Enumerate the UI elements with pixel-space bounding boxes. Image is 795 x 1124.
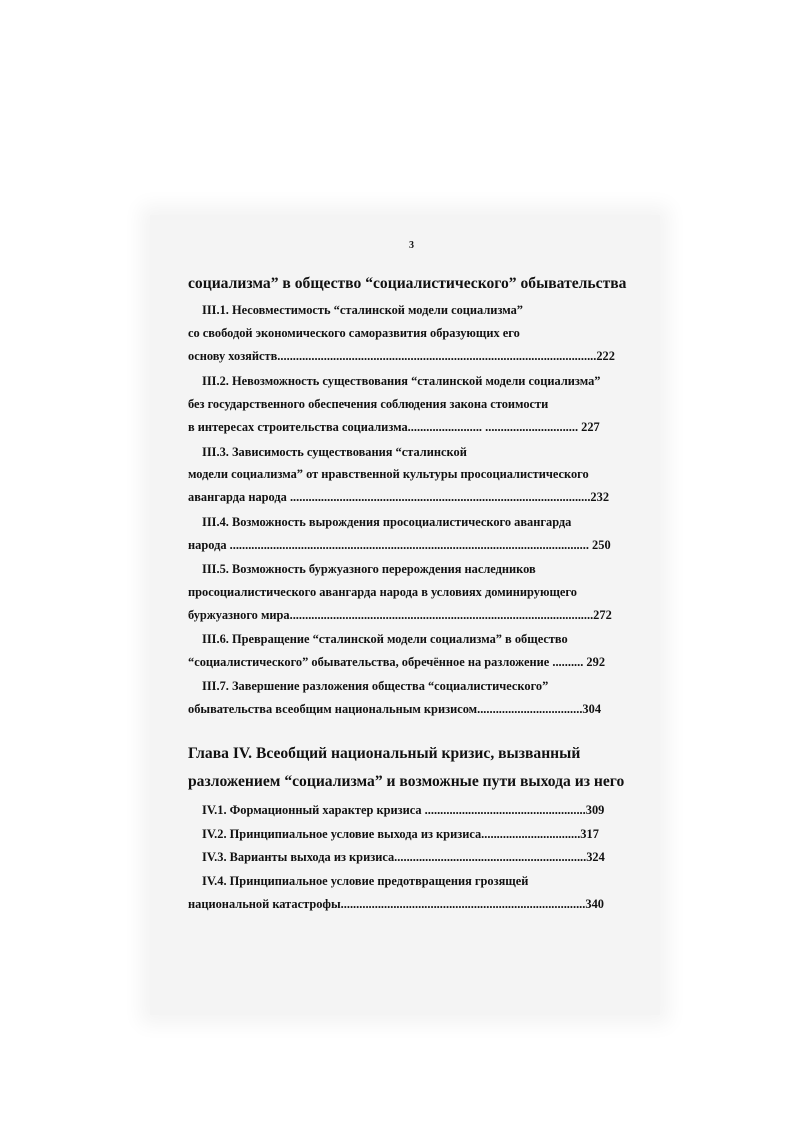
- toc-entry-3-6-title: III.6. Превращение “сталинской модели социализма” в общество: [202, 632, 568, 646]
- toc-entry-4-4-line: национальной катастрофы...............................................................................340: [188, 897, 604, 911]
- toc-entry-3-2-line: без государственного обеспечения соблюдения закона стоимости: [188, 397, 549, 411]
- toc-entry-3-1-title: III.1. Несовместимость “сталинской модели социализма”: [202, 303, 523, 317]
- toc-entry-3-5-title: III.5. Возможность буржуазного перерождения наследников: [202, 562, 536, 576]
- toc-entry-4-2: IV.2. Принципиальное условие выхода из кризиса................................317: [202, 827, 599, 841]
- toc-entry-4-1: IV.1. Формационный характер кризиса ....................................................309: [202, 803, 605, 817]
- toc-entry-3-1-line: основу хозяйств.......................................................................................................222: [188, 349, 615, 363]
- toc-entry-3-2-title: III.2. Невозможность существования “сталинской модели социализма”: [202, 374, 601, 388]
- toc-entry-4-4-title: IV.4. Принципиальное условие предотвращения грозящей: [202, 874, 529, 888]
- toc-entry-3-3-line: модели социализма” от нравственной культуры просоциалистического: [188, 467, 589, 481]
- toc-entry-3-5-line: просоциалистического авангарда народа в условиях доминирующего: [188, 585, 577, 599]
- toc-entry-3-4-line: народа .................................................................................................................... 250: [188, 538, 611, 552]
- toc-entry-4-3: IV.3. Варианты выхода из кризиса..............................................................324: [202, 850, 605, 864]
- toc-entry-3-6-line: “социалистического” обывательства, обречённое на разложение .......... 292: [188, 655, 606, 669]
- toc-entry-3-5-line: буржуазного мира..................................................................................................272: [188, 608, 612, 622]
- toc-entry-3-3-line: авангарда народа .................................................................................................232: [188, 490, 610, 504]
- toc-entry-3-7-line: обывательства всеобщим национальным кризисом..................................304: [188, 702, 602, 716]
- page-number: 3: [409, 240, 414, 251]
- toc-entry-3-7-title: III.7. Завершение разложения общества “социалистического”: [202, 679, 549, 693]
- toc-chapter-continuation: социализма” в общество “социалистического” обывательства: [188, 275, 627, 292]
- toc-entry-3-3-title: III.3. Зависимость существования “сталинской: [202, 445, 467, 459]
- toc-entry-3-4-title: III.4. Возможность вырождения просоциалистического авангарда: [202, 515, 572, 529]
- toc-chapter-4-title-line: разложением “социализма” и возможные пути выхода из него: [188, 773, 625, 790]
- toc-entry-3-1-line: со свободой экономического саморазвития образующих его: [188, 326, 520, 340]
- toc-entry-3-2-line: в интересах строительства социализма........................ .............................. 227: [188, 420, 600, 434]
- toc-chapter-4-title: Глава IV. Всеобщий национальный кризис, вызванный: [188, 745, 581, 762]
